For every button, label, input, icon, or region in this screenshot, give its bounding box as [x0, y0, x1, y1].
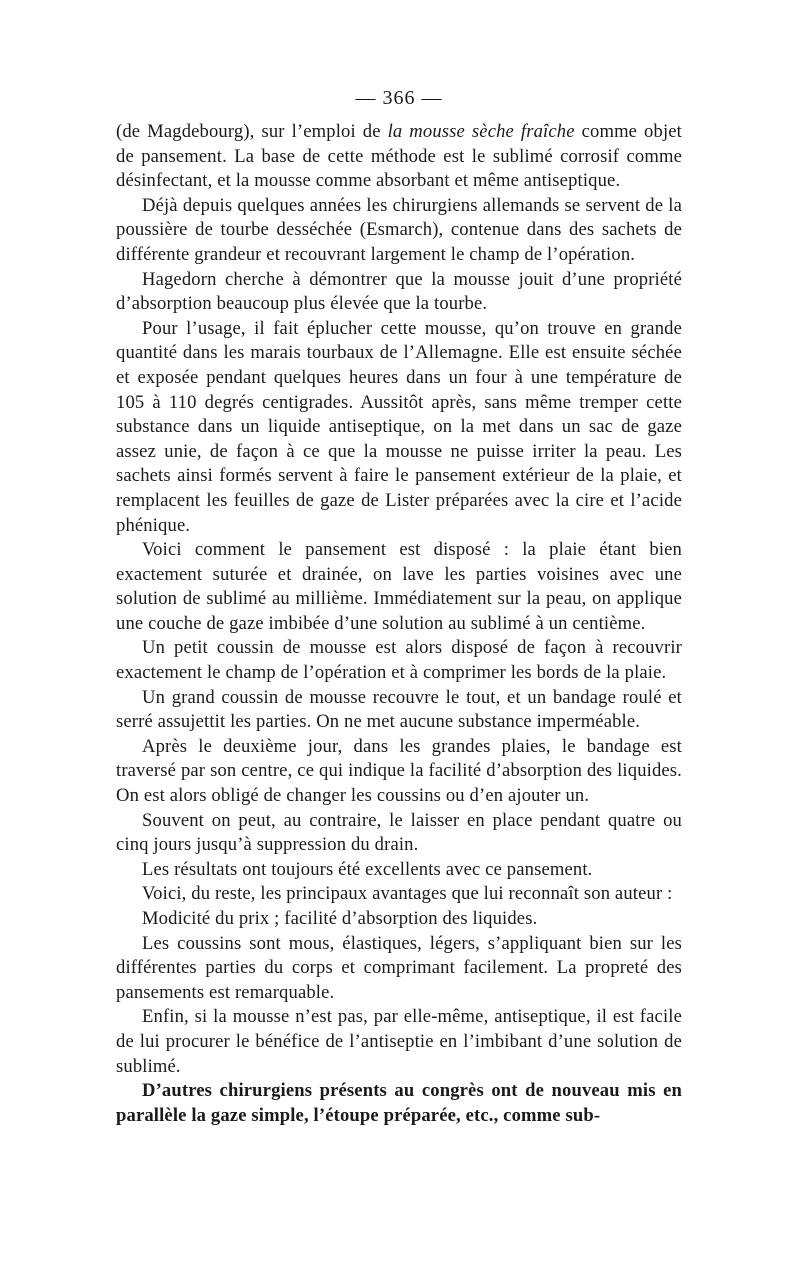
paragraph-8: Après le deuxième jour, dans les grandes plaies, le bandage est traversé par son centre, ce qui indique la facilité d’absorption des liquides. On est alors obligé de changer les coussins ou d’en ajouter un. — [116, 735, 682, 807]
paragraph-1-italic: la mousse sèche fraîche — [387, 121, 575, 142]
paragraph-6: Un petit coussin de mousse est alors disposé de façon à recouvrir exactement le champ de l’opération et à comprimer les bords de la plaie. — [116, 637, 682, 684]
paragraph-13: Les coussins sont mous, élastiques, légers, s’appliquant bien sur les différentes parties du corps et comprimant facilement. La propreté des pansements est remarquable. — [116, 932, 682, 1003]
paragraph-9: Souvent on peut, au contraire, le laisser en place pendant quatre ou cinq jours jusqu’à suppression du drain. — [116, 809, 682, 856]
paragraph-12: Modicité du prix ; facilité d’absorption des liquides. — [142, 908, 538, 929]
paragraph-1-lead: (de Magdebourg), sur l’emploi de — [116, 121, 388, 142]
page-number: — 366 — — [355, 87, 443, 109]
paragraph-4: Pour l’usage, il fait éplucher cette mousse, qu’on trouve en grande quantité dans les marais tourbaux de l’Allemagne. Elle est ensuite séchée et exposée pendant quelques heures dans un four à une température de 105 à 110 degrés centigrades. Aussitôt après, sans même tremper cette substance dans un liquide antiseptique, on la met dans un sac de gaze assez unie, de façon à ce que la mousse ne puisse irriter la peau. Les sachets ainsi formés servent à faire le pansement extérieur de la plaie, et remplacent les feuilles de gaze de Lister préparées avec la cire et l’acide phénique. — [116, 317, 682, 536]
paragraph-15: D’autres chirurgiens présents au congrès ont de nouveau mis en parallèle la gaze simple, l’étoupe préparée, etc., comme sub- — [116, 1080, 682, 1126]
paragraph-11: Voici, du reste, les principaux avantages que lui reconnaît son auteur : — [142, 883, 673, 905]
paragraph-2: Déjà depuis quelques années les chirurgiens allemands se servent de la poussière de tourbe desséchée (Esmarch), contenue dans des sachets de différente grandeur et recouvrant largement le champ de l’opération. — [116, 194, 682, 265]
paragraph-1-tail: comme objet de pansement. La base de cette méthode est le sublimé corrosif comme désinfectant, et la mousse comme absorbant et même antiseptique. — [116, 121, 682, 192]
paragraph-7: Un grand coussin de mousse recouvre le tout, et un bandage roulé et serré assujettit les parties. On ne met aucune substance imperméable. — [116, 686, 682, 733]
paragraph-14: Enfin, si la mousse n’est pas, par elle-même, antiseptique, il est facile de lui procurer le bénéfice de l’antiseptie en l’imbibant d’une solution de sublimé. — [116, 1006, 682, 1077]
paragraph-10: Les résultats ont toujours été excellents avec ce pansement. — [142, 858, 593, 880]
paragraph-5: Voici comment le pansement est disposé : la plaie étant bien exactement suturée et drainée, on lave les parties voisines avec une solution de sublimé au millième. Immédiatement sur la peau, on applique une couche de gaze imbibée d’une solution au sublimé à un centième. — [116, 539, 682, 634]
paragraph-3: Hagedorn cherche à démontrer que la mousse jouit d’une propriété d’absorption beaucoup plus élevée que la tourbe. — [116, 268, 682, 315]
document-page — [116, 86, 682, 1128]
paragraph-1 — [116, 120, 682, 194]
